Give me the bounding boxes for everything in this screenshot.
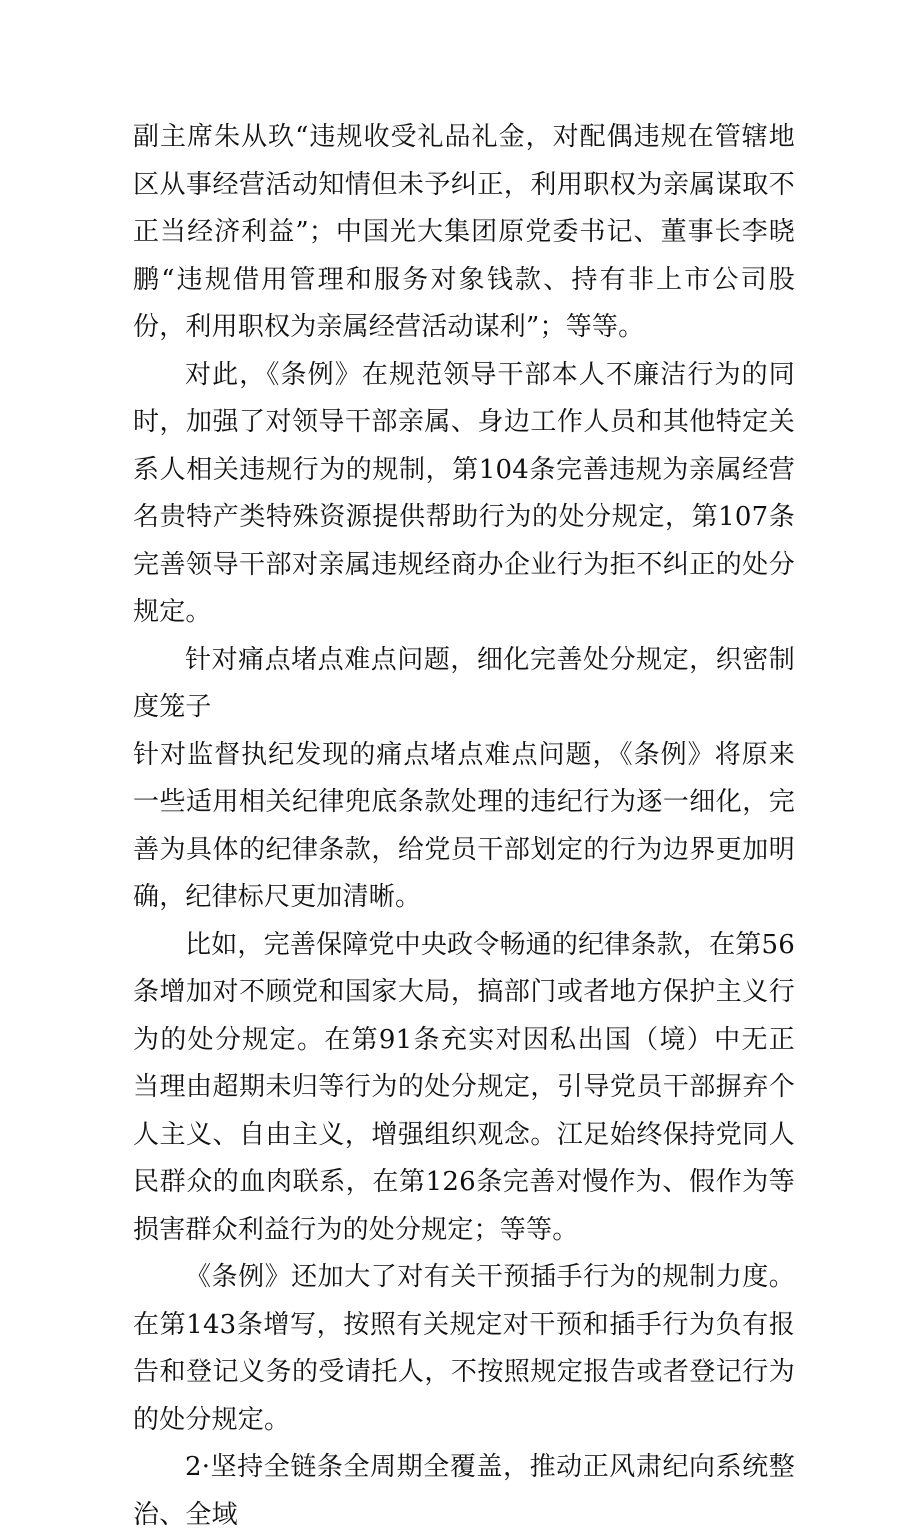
section-heading-pain-points: 针对痛点堵点难点问题，细化完善处分规定，织密制度笼子 [133,644,795,722]
section-heading-full-chain: 2·坚持全链条全周期全覆盖，推动正风肃纪向系统整治、全域 [133,1452,795,1530]
paragraph-continuation: 副主席朱从玖“违规收受礼品礼金，对配偶违规在管辖地区从事经营活动知情但未予纠正，利用职权为亲属谋取不正当经济利益”；中国光大集团原党委书记、董事长李晓鹏“违规借用管理和服务对象钱款、持有非上市公司股份，利用职权为亲属经营活动谋利”；等等。 [133,122,795,342]
paragraph-pain-points: 针对监督执纪发现的痛点堵点难点问题，《条例》将原来一些适用相关纪律兜底条款处理的违纪行为逐一细化，完善为具体的纪律条款，给党员干部划定的行为边界更加明确，纪律标尺更加清晰。 [133,739,795,912]
document-body [133,114,795,1539]
paragraph-interference: 《条例》还加大了对有关干预插手行为的规制力度。在第143条增写，按照有关规定对干预和插手行为负有报告和登记义务的受请托人，不按照规定报告或者登记行为的处分规定。 [133,1262,795,1435]
paragraph-examples: 比如，完善保障党中央政令畅通的纪律条款，在第56条增加对不顾党和国家大局，搞部门或者地方保护主义行为的处分规定。在第91条充实对因私出国（境）中无正当理由超期未归等行为的处分规定，引导党员干部摒弃个人主义、自由主义，增强组织观念。江足始终保持党同人民群众的血肉联系，在第126条完善对慢作为、假作为等损害群众利益行为的处分规定；等等。 [133,929,795,1245]
paragraph-regulation-family: 对此，《条例》在规范领导干部本人不廉洁行为的同时，加强了对领导干部亲属、身边工作人员和其他特定关系人相关违规行为的规制，第104条完善违规为亲属经营名贵特产类特殊资源提供帮助行为的处分规定，第107条完善领导干部对亲属违规经商办企业行为拒不纠正的处分规定。 [133,359,795,627]
